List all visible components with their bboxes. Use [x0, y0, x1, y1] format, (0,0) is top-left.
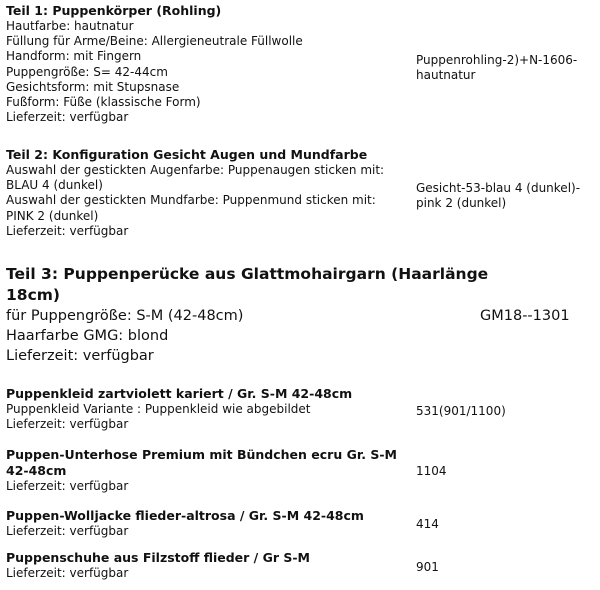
- article-number-line: Puppenrohling-2)+N-1606-: [416, 53, 578, 67]
- item-title: Teil 1: Puppenkörper (Rohling): [6, 3, 222, 18]
- order-item-wolljacke: [6, 508, 594, 539]
- order-item-teil-3: [6, 264, 594, 366]
- detail-line: Fußform: Füße (klassische Form): [6, 95, 201, 110]
- detail-line: Lieferzeit: verfügbar: [6, 417, 129, 432]
- detail-line: Lieferzeit: verfügbar: [6, 566, 129, 580]
- article-number: [416, 560, 439, 575]
- article-number: [480, 306, 570, 326]
- order-item-unterhose: [6, 447, 594, 494]
- detail-line: Lieferzeit: verfügbar: [6, 110, 129, 125]
- item-title-line: Puppen-Unterhose Premium mit Bündchen ecru Gr. S-M: [6, 447, 397, 462]
- detail-line: Handform: mit Fingern: [6, 49, 142, 64]
- item-details: [6, 566, 406, 581]
- detail-line: für Puppengröße: S-M (42-48cm): [6, 308, 244, 324]
- item-details: [6, 163, 406, 239]
- article-number: [416, 53, 577, 83]
- item-title: Puppen-Wolljacke flieder-altrosa / Gr. S-M 42-48cm: [6, 508, 364, 523]
- item-details: [6, 19, 406, 125]
- article-number-line: 901: [416, 560, 439, 574]
- order-item-teil-2: [6, 147, 594, 239]
- item-title: Teil 2: Konfiguration Gesicht Augen und Mundfarbe: [6, 147, 368, 162]
- order-item-teil-1: [6, 3, 594, 125]
- detail-line: Auswahl der gestickten Augenfarbe: Puppenaugen sticken mit:: [6, 163, 385, 177]
- detail-line: Auswahl der gestickten Mundfarbe: Puppenmund sticken mit:: [6, 193, 376, 208]
- article-number-line: 1104: [416, 464, 447, 478]
- article-number-line: GM18--1301: [480, 308, 570, 324]
- article-number-line: pink 2 (dunkel): [416, 196, 507, 211]
- article-number: [416, 517, 439, 532]
- item-title: Puppenschuhe aus Filzstoff flieder / Gr S-M: [6, 550, 310, 565]
- detail-line: Puppengröße: S= 42-44cm: [6, 64, 168, 79]
- detail-line: Puppenkleid Variante : Puppenkleid wie abgebildet: [6, 402, 311, 416]
- detail-line: Füllung für Arme/Beine: Allergieneutrale Füllwolle: [6, 34, 303, 49]
- detail-line: Lieferzeit: verfügbar: [6, 348, 154, 364]
- order-item-puppenkleid: [6, 386, 594, 432]
- detail-line: Gesichtsform: mit Stupsnase: [6, 79, 180, 94]
- item-details: [6, 524, 406, 539]
- item-title-line: Teil 3: Puppenperücke aus Glattmohairgarn (Haarlänge: [6, 265, 489, 283]
- item-details: [6, 479, 406, 494]
- item-details: [6, 306, 406, 366]
- article-number: [416, 181, 580, 211]
- detail-line: Haarfarbe GMG: blond: [6, 328, 169, 344]
- item-title-line: 42-48cm: [6, 463, 67, 478]
- item-title-line: 18cm): [6, 286, 60, 304]
- order-item-puppenschuhe: [6, 550, 594, 581]
- article-number-line: hautnatur: [416, 68, 476, 83]
- detail-line: PINK 2 (dunkel): [6, 208, 99, 223]
- detail-line: Hautfarbe: hautnatur: [6, 19, 134, 33]
- article-number-line: Gesicht-53-blau 4 (dunkel)-: [416, 181, 581, 195]
- article-number: [416, 404, 506, 419]
- article-number-line: 414: [416, 517, 439, 531]
- detail-line: Lieferzeit: verfügbar: [6, 223, 129, 238]
- detail-line: Lieferzeit: verfügbar: [6, 524, 129, 538]
- item-title: Puppenkleid zartviolett kariert / Gr. S-M 42-48cm: [6, 386, 353, 401]
- detail-line: BLAU 4 (dunkel): [6, 178, 103, 193]
- article-number-line: 531(901/1100): [416, 404, 506, 418]
- detail-line: Lieferzeit: verfügbar: [6, 479, 129, 493]
- item-details: [6, 402, 406, 432]
- item-title: [6, 447, 594, 479]
- article-number: [416, 464, 447, 479]
- item-title: [6, 264, 594, 306]
